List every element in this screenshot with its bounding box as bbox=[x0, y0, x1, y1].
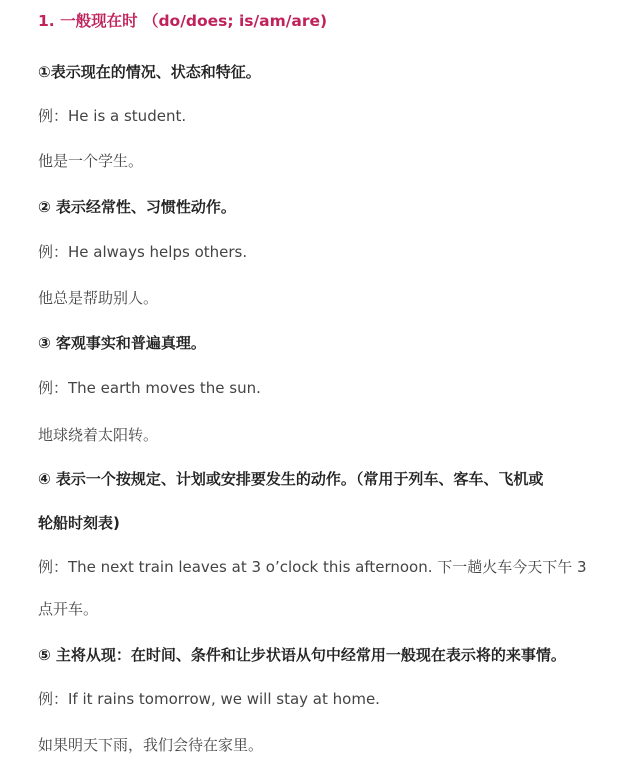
example-translation-2: 他总是帮助别人。 bbox=[38, 289, 159, 307]
example-sentence-3: 例：The earth moves the sun. bbox=[38, 379, 261, 397]
rule-heading-1: ①表示现在的情况、状态和特征。 bbox=[38, 63, 261, 81]
example-sentence-5: 例：If it rains tomorrow, we will stay at home. bbox=[38, 690, 380, 708]
rule-heading-4-line-1: ④ 表示一个按规定、计划或安排要发生的动作。（常用于列车、客车、飞机或 bbox=[38, 470, 544, 488]
example-sentence-2: 例：He always helps others. bbox=[38, 243, 248, 261]
example-translation-3: 地球绕着太阳转。 bbox=[38, 426, 159, 444]
example-translation-1: 他是一个学生。 bbox=[38, 152, 144, 170]
example-sentence-1: 例：He is a student. bbox=[38, 107, 187, 125]
rule-heading-2: ② 表示经常性、习惯性动作。 bbox=[38, 198, 236, 216]
example-translation-5: 如果明天下雨，我们会待在家里。 bbox=[38, 736, 264, 754]
example-sentence-4-line-2: 点开车。 bbox=[38, 600, 99, 618]
rule-heading-3: ③ 客观事实和普遍真理。 bbox=[38, 334, 206, 352]
example-sentence-4-line-1: 例：The next train leaves at 3 o’clock this afternoon. 下一趟火车今天下午 3 bbox=[38, 558, 587, 576]
rule-heading-5: ⑤ 主将从现：在时间、条件和让步状语从句中经常用一般现在表示将的来事情。 bbox=[38, 646, 566, 664]
rule-heading-4-line-2: 轮船时刻表) bbox=[38, 514, 120, 532]
section-title: 1. 一般现在时 （do/does; is/am/are) bbox=[38, 12, 328, 30]
